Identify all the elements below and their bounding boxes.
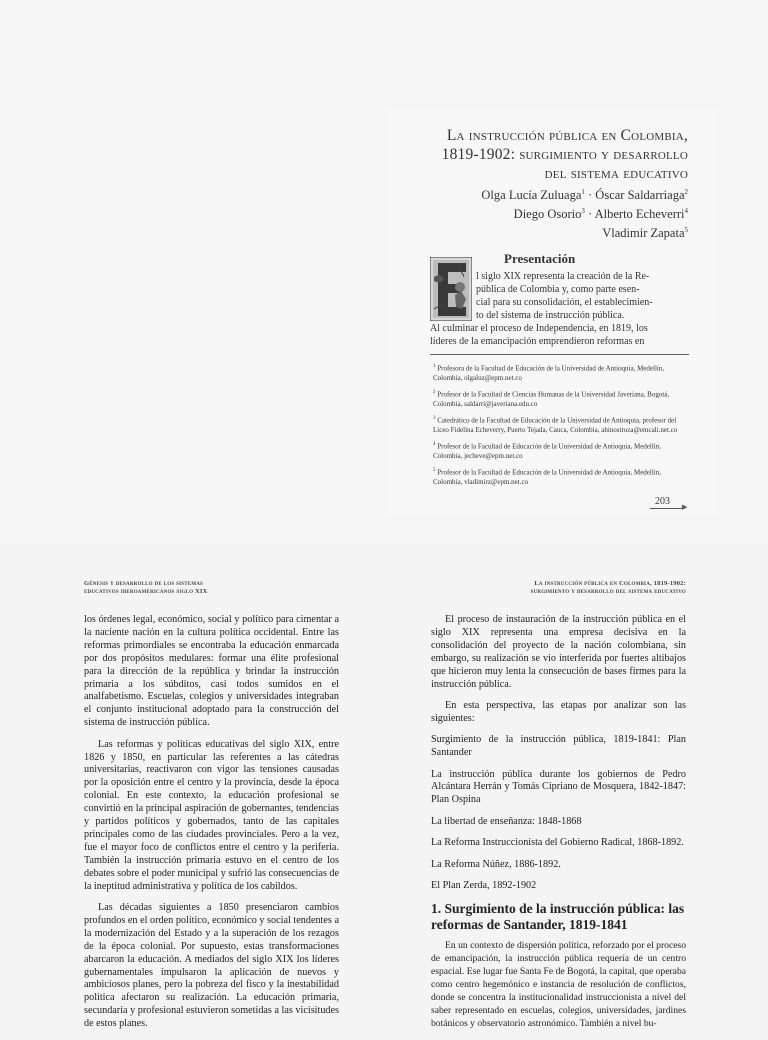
text-line: Al culminar el proceso de Independencia, en 1819, los bbox=[430, 323, 648, 334]
left-column bbox=[84, 614, 339, 1040]
author-name: Alberto Echeverri bbox=[594, 207, 685, 222]
running-head-line: educativos iberoamericanos siglo XIX bbox=[84, 588, 208, 595]
page-number: 203 bbox=[655, 496, 670, 507]
author-line bbox=[388, 222, 688, 241]
footnote-text: Profesora de la Facultad de Educación de la Universidad de Antioquia, Medellín, Colombia, olgaluz@epm.net.co bbox=[433, 364, 665, 382]
footnote bbox=[433, 388, 689, 410]
paragraph: los órdenes legal, económico, social y político para cimentar a la naciente nación en la cultura política occidental. Entre las reformas primordiales se encontraba la educación enmarcada por dos propósitos medulares: formar una élite profesional para la dirección de la república y brindar la instrucción primaria a los súbditos, casi todos sumidos en el analfabetismo. Escuelas, colegios y universidades integraban el conjunto institucional adoptado para la construcción del sistema de instrucción pública. bbox=[84, 614, 339, 729]
stage-item: Surgimiento de la instrucción pública, 1819-1841: Plan Santander bbox=[431, 734, 686, 759]
text-line: cial para su consolidación, el establecimien- bbox=[476, 297, 653, 308]
footnote-text: Profesor de la Facultad de Educación de la Universidad de Antioquia, Medellín, Colombia, jecheve@epm.net.co bbox=[433, 442, 661, 461]
paragraph: En esta perspectiva, las etapas por analizar son las siguientes: bbox=[431, 699, 686, 724]
footnote-number: 5 bbox=[433, 468, 436, 474]
paragraph: Las décadas siguientes a 1850 presenciaron cambios profundos en el orden político, económico y social tendentes a la modernización del Estado y a la superación de los rezagos de la época colonial. Por supuesto, estas transformaciones abarcaron la educación. A mediados del siglo XIX los líderes gubernamentales impulsaron la aplicación de nuevos y ambiciosos planes, pero la pobreza del fisco y la inestabilidad política afectaron su realización. La educación primaria, secundaria y profesional estuvieron sometidas a las vicisitudes de estos planes. bbox=[84, 902, 339, 1030]
presentation-text-continued bbox=[430, 322, 689, 348]
footnote-number: 4 bbox=[433, 442, 436, 448]
author-line bbox=[388, 184, 688, 203]
footnote-marker: 1 bbox=[581, 188, 585, 196]
article-title bbox=[388, 126, 688, 183]
footnote-text: Profesor de la Facultad de Educación de la Universidad de Antioquia, Medellín, Colombia, vladimirz@epm.net.co bbox=[433, 468, 661, 487]
section-heading-presentacion: Presentación bbox=[504, 251, 576, 266]
title-line: del sistema educativo bbox=[544, 165, 688, 182]
author-separator: · bbox=[584, 207, 595, 222]
running-head-line: surgimiento y desarrollo del sistema educativo bbox=[530, 588, 686, 595]
author-name: Diego Osorio bbox=[513, 207, 582, 222]
footnote-text: Profesor de la Facultad de Ciencias Humanas de la Universidad Javeriana, Bogotá, Colombia, saldarri@javeriana.edu.co bbox=[433, 390, 670, 409]
footnote bbox=[433, 362, 689, 384]
stage-item: La Reforma Instruccionista del Gobierno Radical, 1868-1892. bbox=[431, 837, 684, 849]
stage-item: El Plan Zerda, 1892-1902 bbox=[431, 880, 537, 891]
footnotes bbox=[433, 362, 689, 493]
presentation-text bbox=[476, 270, 689, 322]
stage-item: La libertad de enseñanza: 1848-1868 bbox=[431, 815, 582, 827]
footnote-text: Catedrático de la Facultad de Educación de la Universidad de Antioquia, profesor del Liceo Fidelina Echeverry, Puerto Tejada, Cauca, Colombia, ahinostroza@emcali.net.co bbox=[433, 416, 678, 435]
text-line: to del sistema de instrucción pública. bbox=[476, 310, 625, 321]
paragraph: En un contexto de dispersión política, reforzado por el proceso de emancipación, la instrucción pública requería de un centro espacial. Ese lugar fue Santa Fe de Bogotá, la capital, que operaba como centro hegemónico e instancia de resolución de conflictos, donde se concentra la institucionalidad instruccionista a nivel del saber representado en escuelas, colegios, universidades, jardines botánicos y observatorio astronómico. También a nivel bu- bbox=[431, 940, 686, 1029]
footnote bbox=[433, 414, 689, 436]
paragraph: Las reformas y políticas educativas del siglo XIX, entre 1826 y 1850, en particular las referentes a las cátedras universitarias, reactivaron con vigor las tensiones causadas por la oposición entre el centro y la provincia, desde la época colonial. En este contexto, la educación profesional se convirtió en la principal aspiración de gobernantes, tendencias y partidos políticos y gobernados, tanto de las capitales principales como de las ciudades provinciales. Pero a la vez, fue el mayor foco de conflictos entre el centro y la periferia. También la instrucción primaria estuvo en el centro de los debates sobre el poder municipal y sufrió las consecuencias de la ineptitud administrativa y política de los cabildos. bbox=[84, 738, 339, 892]
author-name: Óscar Saldarriaga bbox=[595, 188, 685, 203]
footnote-marker: 5 bbox=[684, 226, 688, 235]
footnote-number: 2 bbox=[433, 390, 436, 396]
running-head-left bbox=[84, 580, 334, 596]
footnote bbox=[433, 440, 689, 462]
title-line: 1819-1902: surgimiento y desarrollo bbox=[441, 146, 688, 163]
running-head-line: Génesis y desarrollo de los sistemas bbox=[84, 580, 204, 587]
paragraph: El proceso de instauración de la instrucción pública en el siglo XIX representa una empresa decisiva en la consolidación del proyecto de la nación colombiana, sin embargo, su realización se vio interferida por fuertes altibajos que hicieron muy lenta la consecución de bases firmes para la instrucción pública. bbox=[431, 614, 686, 690]
stage-item: La Reforma Núñez, 1886-1892. bbox=[431, 858, 561, 870]
section-heading: 1. Surgimiento de la instrucción pública: las reformas de Santander, 1819-1841 bbox=[431, 901, 685, 933]
footnote-marker: 3 bbox=[581, 207, 585, 216]
arrow-right-icon: ▶ bbox=[682, 503, 688, 511]
footnote-number: 3 bbox=[433, 416, 436, 422]
dropcap-e-illustration bbox=[430, 257, 472, 321]
author-separator: · bbox=[584, 188, 596, 203]
title-line: La instrucción pública en Colombia, bbox=[446, 127, 688, 144]
author-name: Olga Lucía Zuluaga bbox=[481, 188, 582, 203]
footnote-marker: 2 bbox=[684, 188, 688, 196]
footnote-divider bbox=[430, 354, 689, 355]
footnote-marker: 4 bbox=[684, 207, 688, 216]
author-name: Vladimir Zapata bbox=[602, 226, 685, 241]
stage-item: La instrucción pública durante los gobiernos de Pedro Alcántara Herrán y Tomás Cipriano de Mosquera, 1842-1847: Plan Ospina bbox=[431, 768, 686, 806]
page-number-rule bbox=[650, 508, 684, 509]
author-line bbox=[388, 203, 688, 222]
right-column bbox=[431, 614, 686, 1039]
footnote bbox=[433, 466, 689, 488]
running-head-right bbox=[432, 580, 686, 596]
text-line: líderes de la emancipación emprendieron reformas en bbox=[430, 336, 645, 347]
text-line: pública de Colombia y, como parte esen- bbox=[476, 284, 640, 295]
footnote-number: 1 bbox=[433, 364, 436, 369]
author-list bbox=[388, 184, 688, 241]
running-head-line: La instrucción pública en Colombia, 1819-1902: bbox=[534, 580, 686, 587]
text-line: l siglo XIX representa la creación de la Re- bbox=[476, 271, 650, 282]
